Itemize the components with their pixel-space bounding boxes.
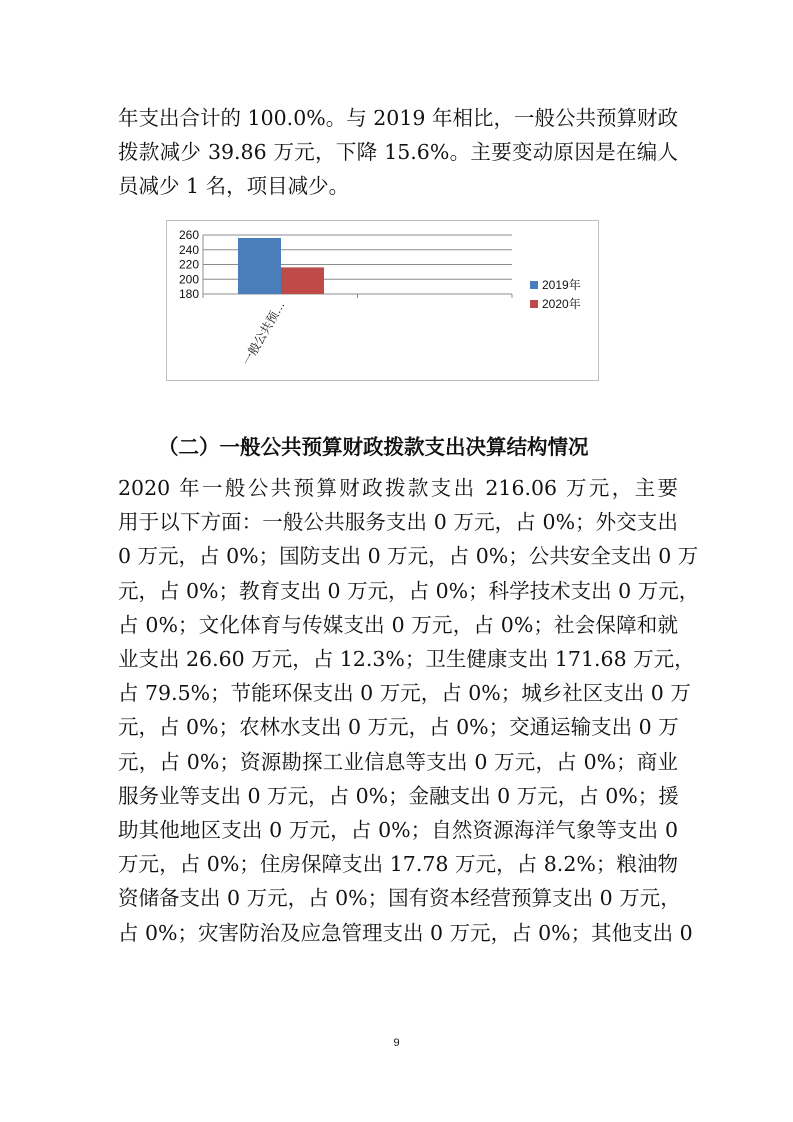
y-tick-label: 200 (178, 272, 199, 287)
bar-chart-svg (167, 221, 598, 380)
y-tick-label: 180 (178, 287, 199, 301)
text-line: 占 0%；灾害防治及应急管理支出 0 万元，占 0%；其他支出 0 (118, 920, 693, 945)
text-line: 2020 年一般公共预算财政拨款支出 216.06 万元，主要 (118, 476, 678, 500)
bar-chart (166, 220, 599, 381)
text-line: 0 万元，占 0%；国防支出 0 万元，占 0%；公共安全支出 0 万 (118, 544, 699, 569)
section-heading: （二）一般公共预算财政拨款支出决算结构情况 (158, 435, 589, 459)
bar-2020年 (281, 267, 324, 294)
y-tick-label: 260 (178, 228, 199, 242)
y-tick-label: 220 (178, 257, 199, 272)
text-line: 元，占 0%；农林水支出 0 万元，占 0%；交通运输支出 0 万 (118, 715, 679, 740)
text-line: 业支出 26.60 万元，占 12.3%；卫生健康支出 171.68 万元， (118, 647, 695, 672)
text-line: 元，占 0%；教育支出 0 万元，占 0%；科学技术支出 0 万元， (118, 578, 700, 603)
text-line: 助其他地区支出 0 万元，占 0%；自然资源海洋气象等支出 0 (118, 818, 678, 843)
legend-swatch (530, 281, 538, 289)
text-line: 占 0%；文化体育与传媒支出 0 万元，占 0%；社会保障和就 (118, 612, 678, 637)
legend-label: 2019年 (542, 278, 581, 292)
legend-swatch (530, 300, 538, 308)
text-line: 占 79.5%；节能环保支出 0 万元，占 0%；城乡社区支出 0 万 (118, 681, 691, 706)
text-line: 员减少 1 名，项目减少。 (118, 174, 350, 199)
page-number: 9 (393, 1037, 400, 1049)
text-line: 服务业等支出 0 万元，占 0%；金融支出 0 万元，占 0%；援 (118, 783, 679, 808)
category-label: 一般公共预… (239, 298, 288, 368)
text-line: 资储备支出 0 万元，占 0%；国有资本经营预算支出 0 万元， (118, 886, 681, 911)
text-line: 用于以下方面：一般公共服务支出 0 万元，占 0%；外交支出 (118, 510, 678, 535)
text-line: 万元，占 0%；住房保障支出 17.78 万元，占 8.2%；粮油物 (118, 852, 678, 877)
legend-label: 2020年 (542, 297, 581, 311)
text-line: 年支出合计的 100.0%。与 2019 年相比，一般公共预算财政 (118, 106, 678, 130)
paragraph-intro (118, 101, 678, 204)
text-line: 拨款减少 39.86 万元，下降 15.6%。主要变动原因是在编人 (118, 140, 678, 165)
y-tick-label: 240 (178, 242, 199, 257)
text-line: 元，占 0%；资源勘探工业信息等支出 0 万元，占 0%；商业 (118, 749, 678, 774)
paragraph-structure (118, 471, 700, 950)
bar-2019年 (238, 238, 281, 294)
